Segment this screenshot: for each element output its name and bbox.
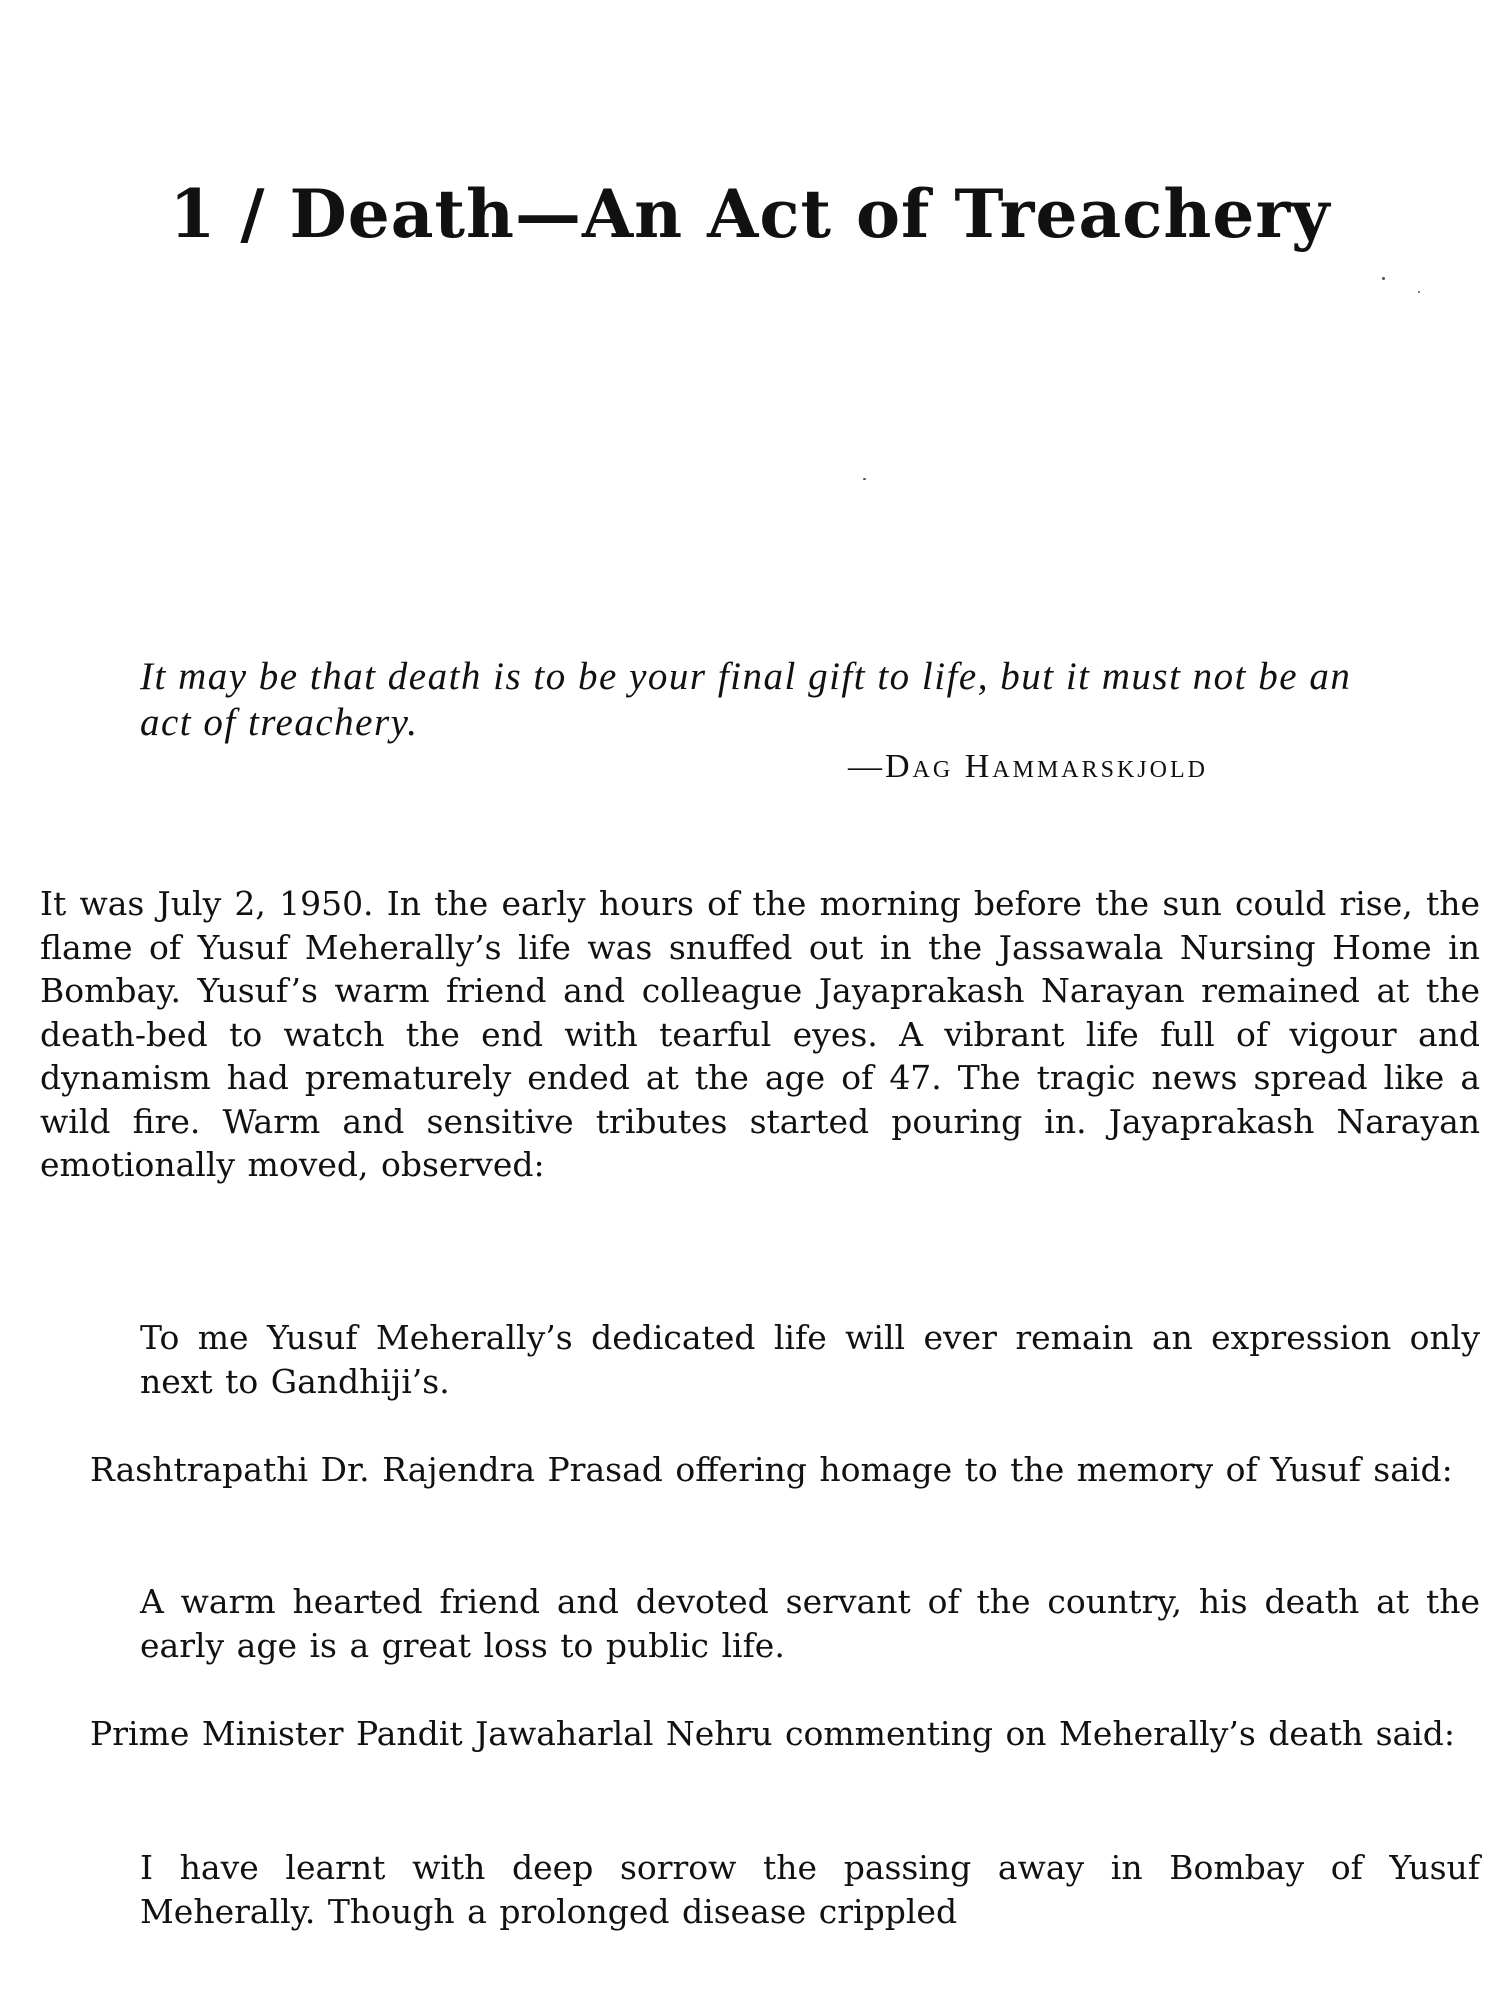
body-paragraph: Prime Minister Pandit Jawaharlal Nehru commenting on Meherally’s death said: <box>90 1714 1456 1753</box>
block-quote: To me Yusuf Meherally’s dedicated life will ever remain an expression only next to Gandhiji’s. <box>140 1318 1480 1401</box>
body-paragraph: It was July 2, 1950. In the early hours of the morning before the sun could rise, the flame of Yusuf Meherally’s life was snuffed out in the Jassawala Nursing Home in Bombay. Yusuf’s warm friend and colleague Jayaprakash Narayan remained at the death-bed to watch the end with tearful eyes. A vibrant life full of vigour and dynamism had prematurely ended at the age of 47. The tragic news spread like a wild fire. Warm and sensitive tributes started pouring in. Jayaprakash Narayan emotionally moved, observed: <box>40 884 1480 1184</box>
chapter-title: 1 / Death—An Act of Treachery <box>169 175 1331 253</box>
block-quote: I have learnt with deep sorrow the passing away in Bombay of Yusuf Meherally. Though a prolonged disease crippled <box>140 1848 1480 1931</box>
scan-speck <box>1418 291 1420 293</box>
scan-speck <box>1382 277 1385 280</box>
block-quote: A warm hearted friend and devoted servant of the country, his death at the early age is a great loss to public life. <box>140 1582 1480 1665</box>
epigraph-attribution: —Dag Hammarskjold <box>848 748 1208 785</box>
body-paragraph: Rashtrapathi Dr. Rajendra Prasad offering homage to the memory of Yusuf said: <box>90 1450 1453 1489</box>
epigraph-quote: It may be that death is to be your final gift to life, but it must not be an act of treachery. <box>140 655 1352 744</box>
scan-speck <box>863 478 866 480</box>
